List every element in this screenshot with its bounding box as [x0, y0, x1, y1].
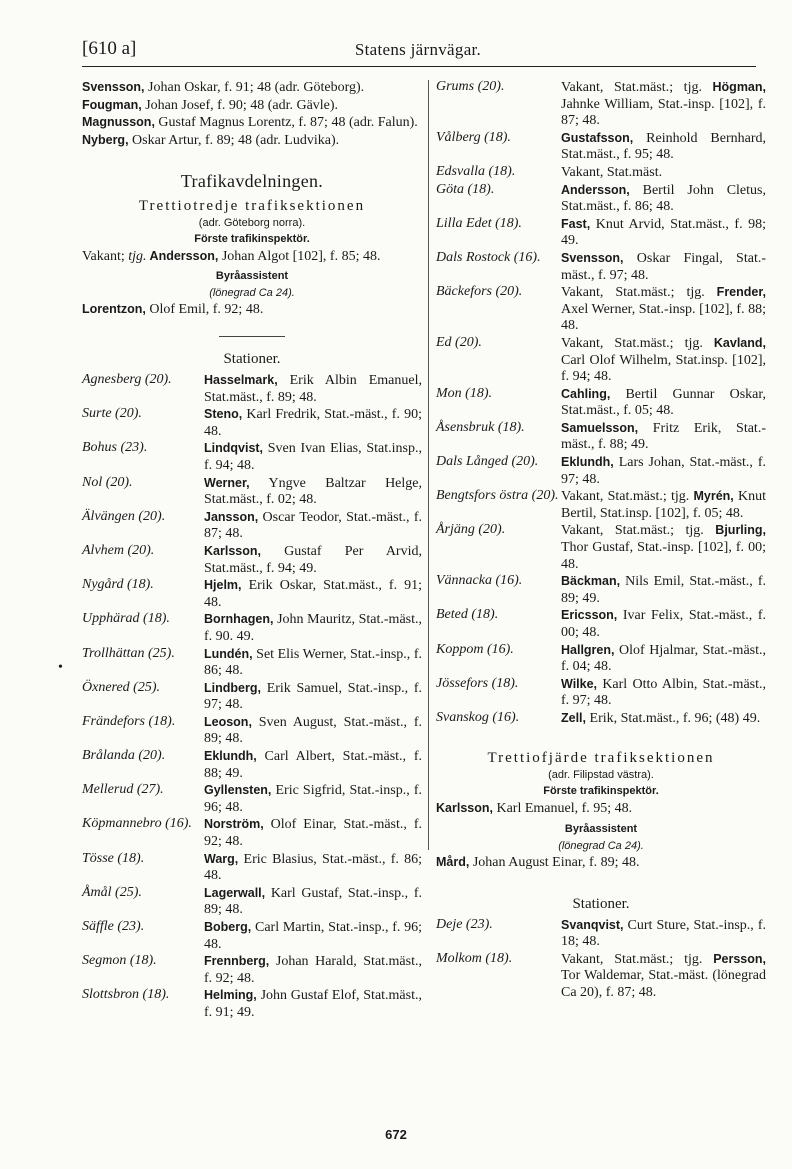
person-name: Warg,	[204, 851, 239, 866]
station-name: Jössefors (18).	[436, 675, 519, 691]
station-name: Beted (18).	[436, 607, 499, 623]
station-name: Dals Rostock (16).	[436, 249, 541, 265]
person-details: Erik Oskar, Stat.mäst., f. 91; 48.	[204, 578, 422, 610]
page-header	[82, 38, 754, 62]
station-staff	[204, 680, 422, 714]
role-heading: Byråassistent	[215, 269, 289, 282]
person-details: Oskar Artur, f. 89; 48 (adr. Ludvika).	[128, 132, 340, 148]
station-entry	[436, 182, 766, 216]
station-entry	[436, 607, 766, 641]
person-name: Zell,	[561, 710, 587, 725]
station-name: Deje (23).	[436, 916, 493, 932]
role-entry	[436, 800, 766, 818]
station-entry	[436, 710, 766, 728]
person-details: Karl Emanuel, f. 95; 48.	[492, 800, 633, 816]
station-staff	[561, 710, 766, 728]
station-list	[82, 372, 422, 1022]
station-entry	[82, 714, 422, 748]
person-name: Boberg,	[204, 920, 252, 934]
station-list	[436, 79, 766, 728]
person-details: Set Elis Werner, Stat.-insp., f. 86; 48.	[204, 646, 422, 679]
station-staff	[561, 335, 766, 386]
station-name: Vålberg (18).	[436, 129, 511, 145]
person-details: Olof Hjalmar, Stat.-mäst., f. 04; 48.	[561, 642, 766, 675]
person-details: Olof Einar, Stat.-mäst., f. 92; 48.	[204, 817, 422, 850]
person-details: Eric Blasius, Stat.-mäst., f. 86; 48.	[204, 851, 422, 884]
person-details: John Mauritz, Stat.-mäst., f. 90. 49.	[204, 612, 422, 644]
station-staff	[561, 79, 766, 130]
station-staff	[204, 509, 422, 543]
person-details: Lars Johan, Stat.-mäst., f. 97; 48.	[561, 455, 766, 487]
station-name: Årjäng (20).	[436, 522, 506, 538]
station-staff	[204, 885, 422, 919]
section-title: Trettiotredje trafiksektionen	[138, 198, 366, 214]
person-name: Hasselmark,	[204, 373, 278, 387]
person-name: Mård,	[436, 855, 470, 870]
station-name: Bengtsfors östra (20).	[436, 488, 559, 504]
station-name: Köpmannebro (16).	[82, 816, 192, 832]
station-entry	[436, 335, 766, 386]
person-details: Carl Martin, Stat.-insp., f. 96; 48.	[204, 920, 422, 952]
station-staff	[561, 250, 766, 284]
person-name: Svensson,	[82, 80, 145, 94]
station-name: Nol (20).	[82, 474, 133, 490]
person-details: Axel Werner, Stat.-insp. [102], f. 88; 48.	[561, 301, 766, 334]
person-name: Karlsson,	[436, 800, 493, 815]
station-staff	[561, 130, 766, 164]
station-staff	[204, 782, 422, 816]
station-entry	[82, 577, 422, 611]
person-details: Ivar Felix, Stat.-mäst., f. 00; 48.	[561, 608, 766, 640]
person-details: Erik Samuel, Stat.-insp., f. 97; 48.	[204, 680, 422, 713]
station-entry	[82, 509, 422, 543]
person-details: Johan Algot [102], f. 85; 48.	[218, 249, 381, 264]
person-details: Fritz Erik, Stat.-mäst., f. 88; 49.	[561, 420, 766, 453]
person-entry	[82, 114, 422, 132]
station-staff	[561, 216, 766, 250]
station-entry	[436, 488, 766, 522]
station-entry	[436, 164, 766, 182]
station-entry	[82, 475, 422, 509]
station-entry	[82, 782, 422, 816]
station-name: Åmål (25).	[82, 884, 142, 900]
station-name: Surte (20).	[82, 406, 142, 422]
station-name: Agnesberg (20).	[82, 372, 172, 387]
station-staff	[561, 607, 766, 641]
station-name: Bäckefors (20).	[436, 284, 523, 300]
station-staff	[561, 454, 766, 488]
station-entry	[82, 953, 422, 987]
person-name: Samuelsson,	[561, 420, 639, 435]
station-name: Svanskog (16).	[436, 709, 520, 725]
person-name: Werner,	[204, 475, 250, 490]
person-name: Jansson,	[204, 509, 259, 524]
station-entry	[436, 454, 766, 488]
station-name: Mon (18).	[436, 385, 492, 401]
station-entry	[436, 676, 766, 710]
person-name: Högman,	[701, 80, 766, 94]
department-title: Trafikavdelningen.	[180, 171, 324, 191]
station-name: Göta (18).	[436, 181, 495, 197]
right-column	[436, 79, 766, 1002]
person-name: Hjelm,	[204, 578, 242, 593]
person-details: Thor Gustaf, Stat.-insp. [102], f. 00; 48.	[561, 540, 766, 572]
person-name: Andersson,	[561, 182, 630, 197]
vacancy-note: Vakant, Stat.mäst.; tjg.	[561, 951, 703, 967]
station-entry	[436, 951, 766, 1002]
station-entry	[82, 851, 422, 885]
station-entry	[436, 386, 766, 420]
person-name: Ericsson,	[561, 608, 618, 623]
station-entry	[82, 987, 422, 1021]
station-name: Molkom (18).	[436, 950, 513, 966]
station-name: Åsensbruk (18).	[436, 419, 525, 435]
station-name: Frändefors (18).	[82, 713, 176, 729]
person-details: Tor Waldemar, Stat.-mäst. (lönegrad Ca 20), f. 87; 48.	[561, 968, 766, 1000]
section-address: (adr. Filipstad västra).	[548, 768, 654, 781]
station-name: Öxnered (25).	[82, 679, 161, 695]
station-staff	[204, 646, 422, 680]
person-name: Eklundh,	[204, 749, 257, 764]
vacancy-note: Vakant, Stat.mäst.; tjg.	[561, 489, 690, 505]
station-name: Grums (20).	[436, 79, 505, 94]
person-name: Myrén,	[689, 489, 734, 504]
station-staff	[561, 676, 766, 710]
station-entry	[82, 372, 422, 406]
person-name: Bäckman,	[561, 574, 621, 589]
station-name: Bohus (23).	[82, 440, 148, 456]
person-details: Johan August Einar, f. 89; 48.	[469, 855, 640, 871]
person-details: Gustaf Per Arvid, Stat.mäst., f. 94; 49.	[204, 543, 422, 576]
role-heading: Förste trafikinspektör.	[543, 784, 659, 797]
person-details: Karl Gustaf, Stat.-insp., f. 89; 48.	[204, 885, 422, 918]
person-entries	[82, 79, 422, 149]
person-details: Knut Bertil, Stat.insp. [102], f. 05; 48.	[561, 489, 767, 521]
role-entry	[436, 854, 766, 872]
person-details: Karl Otto Albin, Stat.-mäst., f. 97; 48.	[561, 676, 766, 709]
station-staff	[204, 611, 422, 645]
vacancy-note: Vakant, Stat.mäst.; tjg.	[561, 523, 704, 539]
station-list	[436, 917, 766, 1002]
station-staff	[561, 488, 766, 522]
station-entry	[436, 642, 766, 676]
person-details: Carl Olof Wilhelm, Stat.insp. [102], f. 94; 48.	[561, 352, 766, 385]
person-entry	[82, 97, 422, 115]
station-entry	[82, 748, 422, 782]
station-entry	[82, 406, 422, 440]
station-name: Alvhem (20).	[82, 542, 155, 558]
person-details: Sven Ivan Elias, Stat.insp., f. 94; 48.	[204, 441, 422, 473]
section-rule	[219, 336, 285, 337]
station-staff	[561, 420, 766, 454]
station-staff	[561, 164, 766, 182]
station-name: Tösse (18).	[82, 850, 145, 866]
station-staff	[204, 816, 422, 850]
station-staff	[561, 284, 766, 335]
station-name: Dals Långed (20).	[436, 454, 539, 470]
section-address: (adr. Göteborg norra).	[198, 217, 306, 229]
person-details: Erik Albin Emanuel, Stat.mäst., f. 89; 48.	[204, 373, 422, 405]
station-staff	[204, 953, 422, 987]
vacancy-note: Vakant, Stat.mäst.; tjg.	[561, 285, 705, 301]
station-name: Segmon (18).	[82, 953, 157, 969]
station-staff	[204, 851, 422, 885]
station-staff	[204, 714, 422, 748]
station-entry	[82, 680, 422, 714]
station-entry	[436, 284, 766, 335]
person-details: Eric Sigfrid, Stat.-insp., f. 96; 48.	[204, 783, 422, 815]
margin-mark: •	[58, 660, 63, 675]
running-title: Statens järnvägar.	[354, 40, 482, 59]
person-name: Svensson,	[561, 250, 624, 265]
person-name: Magnusson,	[82, 115, 155, 129]
person-name: Karlsson,	[204, 543, 261, 558]
person-name: Lorentzon,	[82, 301, 146, 316]
station-staff	[561, 182, 766, 216]
station-entry	[82, 543, 422, 577]
role-entry	[82, 301, 422, 319]
person-name: Fougman,	[82, 97, 142, 112]
salary-note: (lönegrad Ca 24).	[209, 286, 295, 299]
person-name: Gustafsson,	[561, 130, 634, 145]
person-details: Sven August, Stat.-mäst., f. 89; 48.	[204, 714, 422, 747]
station-name: Vännacka (16).	[436, 573, 523, 589]
person-name: Frennberg,	[204, 954, 270, 969]
header-rule	[82, 66, 756, 67]
person-name: Andersson,	[146, 249, 219, 263]
person-details: Reinhold Bernhard, Stat.mäst., f. 95; 48.	[561, 130, 766, 163]
salary-note: (lönegrad Ca 24).	[558, 840, 644, 853]
station-name: Koppom (16).	[436, 641, 514, 657]
section-number: [610 a]	[82, 38, 137, 59]
person-details: Carl Albert, Stat.-mäst., f. 88; 49.	[204, 749, 422, 781]
station-entry	[82, 611, 422, 645]
column-divider	[428, 80, 429, 850]
station-name: Nygård (18).	[82, 577, 154, 593]
station-staff	[204, 406, 422, 440]
person-details: Erik, Stat.mäst., f. 96; (48) 49.	[586, 710, 761, 726]
person-name: Helming,	[204, 988, 257, 1003]
vacancy-note: Vakant, Stat.mäst.; tjg.	[561, 335, 703, 351]
station-entry	[436, 522, 766, 573]
station-name: Ed (20).	[436, 334, 482, 350]
person-name: Hallgren,	[561, 642, 615, 657]
person-entry	[82, 79, 422, 97]
station-staff	[204, 475, 422, 509]
role-heading: Förste trafikinspektör.	[194, 233, 310, 245]
person-name: Lindberg,	[204, 680, 261, 695]
station-name: Slottsbron (18).	[82, 987, 170, 1003]
station-entry	[82, 919, 422, 953]
person-details: Jahnke William, Stat.-insp. [102], f. 87; 48.	[561, 96, 766, 129]
station-name: Edsvalla (18).	[436, 163, 516, 179]
person-name: Eklundh,	[561, 455, 614, 470]
person-name: Bornhagen,	[204, 612, 274, 627]
person-name: Cahling,	[561, 386, 611, 401]
person-name: Nyberg,	[82, 132, 129, 147]
station-entry	[436, 573, 766, 607]
station-staff	[204, 543, 422, 577]
vacancy-note: Vakant, Stat.mäst.; tjg.	[561, 80, 702, 95]
station-name: Säffle (23).	[82, 919, 145, 934]
station-name: Brålanda (20).	[82, 748, 166, 764]
station-entry	[436, 130, 766, 164]
person-details: Johan Josef, f. 90; 48 (adr. Gävle).	[141, 97, 339, 113]
role-heading: Byråassistent	[564, 823, 638, 836]
person-entry	[82, 132, 422, 150]
station-entry	[436, 250, 766, 284]
person-name: Frender,	[704, 285, 767, 300]
role-entry: Vakant; tjg. Andersson, Johan Algot [102], f. 85; 48.	[82, 249, 381, 264]
person-details: Knut Arvid, Stat.mäst., f. 98; 49.	[561, 216, 766, 249]
station-name: Älvängen (20).	[82, 508, 166, 524]
person-details: Curt Sture, Stat.-insp., f. 18; 48.	[561, 917, 766, 950]
person-details: Johan Harald, Stat.mäst., f. 92; 48.	[204, 954, 422, 986]
person-name: Wilke,	[561, 676, 598, 691]
station-staff	[561, 573, 766, 607]
station-entry	[82, 646, 422, 680]
person-details: Oscar Teodor, Stat.-mäst., f. 87; 48.	[204, 509, 422, 542]
station-entry	[436, 917, 766, 951]
person-name: Norström,	[204, 817, 264, 832]
person-name: Steno,	[204, 407, 243, 422]
station-staff	[561, 917, 766, 951]
person-details: Nils Emil, Stat.-mäst., f. 89; 49.	[561, 574, 766, 606]
station-staff	[561, 642, 766, 676]
left-column	[82, 79, 422, 1022]
station-staff	[204, 748, 422, 782]
station-staff	[561, 386, 766, 420]
person-name: Leoson,	[204, 714, 252, 729]
station-entry	[436, 420, 766, 454]
person-name: Kavland,	[702, 335, 766, 350]
person-details: Yngve Baltzar Helge, Stat.mäst., f. 02; 48.	[204, 475, 422, 508]
person-name: Lagerwall,	[204, 885, 266, 900]
person-details: John Gustaf Elof, Stat.mäst., f. 91; 49.	[204, 988, 422, 1020]
stations-heading: Stationer.	[223, 351, 281, 367]
station-entry	[436, 216, 766, 250]
station-staff	[204, 987, 422, 1021]
person-details: Olof Emil, f. 92; 48.	[145, 301, 264, 317]
station-name: Mellerud (27).	[82, 782, 164, 798]
station-staff	[204, 919, 422, 953]
page-number: 672	[385, 1127, 407, 1142]
station-staff	[561, 522, 766, 573]
person-details: Bertil John Cletus, Stat.mäst., f. 86; 48.	[561, 182, 766, 215]
station-name: Lilla Edet (18).	[436, 215, 522, 231]
station-staff	[204, 372, 422, 406]
section-title: Trettiofjärde trafiksektionen	[487, 749, 715, 766]
stations-heading: Stationer.	[572, 895, 630, 912]
station-name: Upphärad (18).	[82, 611, 170, 627]
station-entry	[436, 79, 766, 130]
person-name: Gyllensten,	[204, 783, 272, 798]
vacancy-note: Vakant, Stat.mäst.	[561, 164, 663, 180]
person-name: Fast,	[561, 216, 591, 231]
station-name: Trollhättan (25).	[82, 645, 175, 661]
person-details: Karl Fredrik, Stat.-mäst., f. 90; 48.	[204, 407, 422, 439]
person-details: Johan Oskar, f. 91; 48 (adr. Göteborg).	[144, 80, 365, 95]
person-name: Lindqvist,	[204, 441, 264, 456]
station-entry	[82, 440, 422, 474]
person-name: Bjurling,	[703, 523, 766, 538]
station-staff	[561, 951, 766, 1002]
person-name: Persson,	[702, 951, 766, 966]
station-staff	[204, 440, 422, 474]
person-name: Svanqvist,	[561, 917, 624, 932]
person-details: Gustaf Magnus Lorentz, f. 87; 48 (adr. Falun).	[154, 115, 418, 130]
person-details: Bertil Gunnar Oskar, Stat.mäst., f. 05; 48.	[561, 386, 766, 419]
station-staff	[204, 577, 422, 611]
station-entry	[82, 816, 422, 850]
station-entry	[82, 885, 422, 919]
person-details: Oskar Fingal, Stat.-mäst., f. 97; 48.	[561, 250, 766, 283]
person-name: Lundén,	[204, 646, 253, 661]
